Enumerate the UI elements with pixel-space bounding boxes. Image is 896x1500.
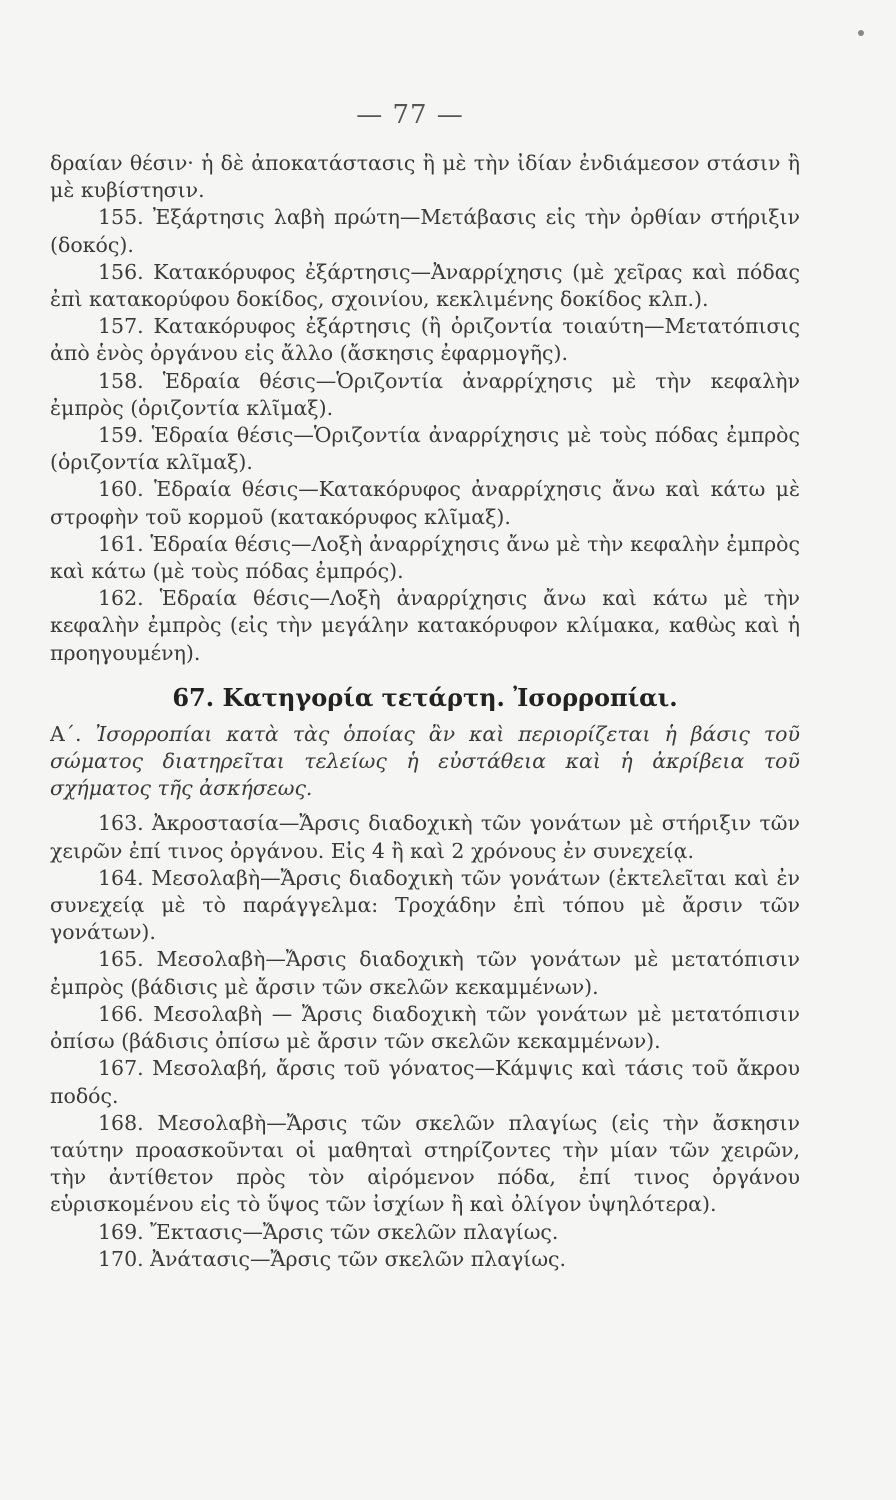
entry-159: 159. Ἑδραία θέσις—Ὁριζοντία ἀναρρίχησις μὲ τοὺς πόδας ἐμπρὸς (ὁριζοντία κλῖμαξ). <box>50 423 800 475</box>
entry-166: 166. Μεσολαβὴ — Ἄρσις διαδοχικὴ τῶν γονάτων μὲ μετατόπισιν ὀπίσω (βάδισις ὀπίσω μὲ ἄρσιν τῶν σκελῶν κεκαμμένων). <box>50 1001 800 1054</box>
subsection-text: Ἰσορροπίαι κατὰ τὰς ὁποίας ἂν καὶ περιορίζεται ἡ βάσις τοῦ σώματος διατηρεῖται τελείως ἡ εὐστάθεια καὶ ἡ ἀκρίβεια τοῦ σχήματος τῆς ἀσκήσεως. <box>50 721 800 801</box>
entry-170: 170. Ἀνάτασις—Ἄρσις τῶν σκελῶν πλαγίως. <box>98 1246 567 1271</box>
entry-165: 165. Μεσολαβὴ—Ἄρσις διαδοχικὴ τῶν γονάτων μὲ μετατόπισιν ἐμπρὸς (βάδισις μὲ ἄρσιν τῶν σκελῶν κεκαμμένων). <box>50 947 800 999</box>
subsection-intro <box>50 721 800 803</box>
entry-168: 168. Μεσολαβὴ—Ἄρσις τῶν σκελῶν πλαγίως (εἰς τὴν ἄσκησιν ταύτην προασκοῦνται οἱ μαθηταὶ στηρίζοντες τὴν μίαν τῶν χειρῶν, τὴν ἀντίθετον πρὸς τὸν αἰρόμενον πόδα, ἐπί τινος ὀργάνου εὑρισκομένου εἰς τὸ ὕψος τῶν ἰσχίων ἢ καὶ ὀλίγον ὑψηλότερα). <box>50 1110 800 1217</box>
entry-162: 162. Ἑδραία θέσις—Λοξὴ ἀναρρίχησις ἄνω καὶ κάτω μὲ τὴν κεφαλὴν ἐμπρὸς (εἰς τὴν μεγάλην κατακόρυφον κλίμακα, καθὼς καὶ ἡ προηγουμένη). <box>50 586 800 665</box>
entry-167: 167. Μεσολαβή, ἄρσις τοῦ γόνατος—Κάμψις καὶ τάσις τοῦ ἄκρου ποδός. <box>50 1056 800 1108</box>
entry-169: 169. Ἔκτασις—Ἄρσις τῶν σκελῶν πλαγίως. <box>98 1219 559 1244</box>
entry-164: 164. Μεσολαβὴ—Ἄρσις διαδοχικὴ τῶν γονάτων (ἐκτελεῖται καὶ ἐν συνεχείᾳ μὲ τὸ παράγγελμα: Τροχάδην ἐπὶ τόπου μὲ ἄρσιν τῶν γονάτων). <box>50 865 800 945</box>
page-body <box>50 150 800 1273</box>
page-number: — 77 — <box>356 100 464 130</box>
subsection-label: Α΄. <box>50 721 82 746</box>
entry-163: 163. Ἀκροστασία—Ἄρσις διαδοχικὴ τῶν γονάτων μὲ στήριξιν τῶν χειρῶν ἐπί τινος ὀργάνου. Εἰς 4 ἢ καὶ 2 χρόνους ἐν συνεχείᾳ. <box>50 811 800 863</box>
entry-158: 158. Ἑδραία θέσις—Ὁριζοντία ἀναρρίχησις μὲ τὴν κεφαλὴν ἐμπρὸς (ὁριζοντία κλῖμαξ). <box>50 368 800 420</box>
ink-speck <box>858 30 864 36</box>
entry-161: 161. Ἑδραία θέσις—Λοξὴ ἀναρρίχησις ἄνω μὲ τὴν κεφαλὴν ἐμπρὸς καὶ κάτω (μὲ τοὺς πόδας ἐμπρός). <box>50 531 800 584</box>
section-heading: 67. Κατηγορία τετάρτη. Ἰσορροπίαι. <box>172 682 678 712</box>
entry-156: 156. Κατακόρυφος ἐξάρτησις—Ἀναρρίχησις (μὲ χεῖρας καὶ πόδας ἐπὶ κατακορύφου δοκίδος, σχοινίου, κεκλιμένης δοκίδος κλπ.). <box>50 259 800 312</box>
entry-157: 157. Κατακόρυφος ἐξάρτησις (ἢ ὁριζοντία τοιαύτη—Μετατόπισις ἀπὸ ἑνὸς ὀργάνου εἰς ἄλλο (ἄσκησις ἐφαρμογῆς). <box>50 314 800 366</box>
entry-160: 160. Ἑδραία θέσις—Κατακόρυφος ἀναρρίχησις ἄνω καὶ κάτω μὲ στροφὴν τοῦ κορμοῦ (κατακόρυφος κλῖμαξ). <box>50 477 800 529</box>
entry-155: 155. Ἐξάρτησις λαβὴ πρώτη—Μετάβασις εἰς τὴν ὀρθίαν στήριξιν (δοκός). <box>50 205 800 257</box>
paragraph-continuation: δραίαν θέσιν· ἡ δὲ ἀποκατάστασις ἢ μὲ τὴν ἰδίαν ἐνδιάμεσον στάσιν ἢ μὲ κυβίστησιν. <box>50 151 800 203</box>
